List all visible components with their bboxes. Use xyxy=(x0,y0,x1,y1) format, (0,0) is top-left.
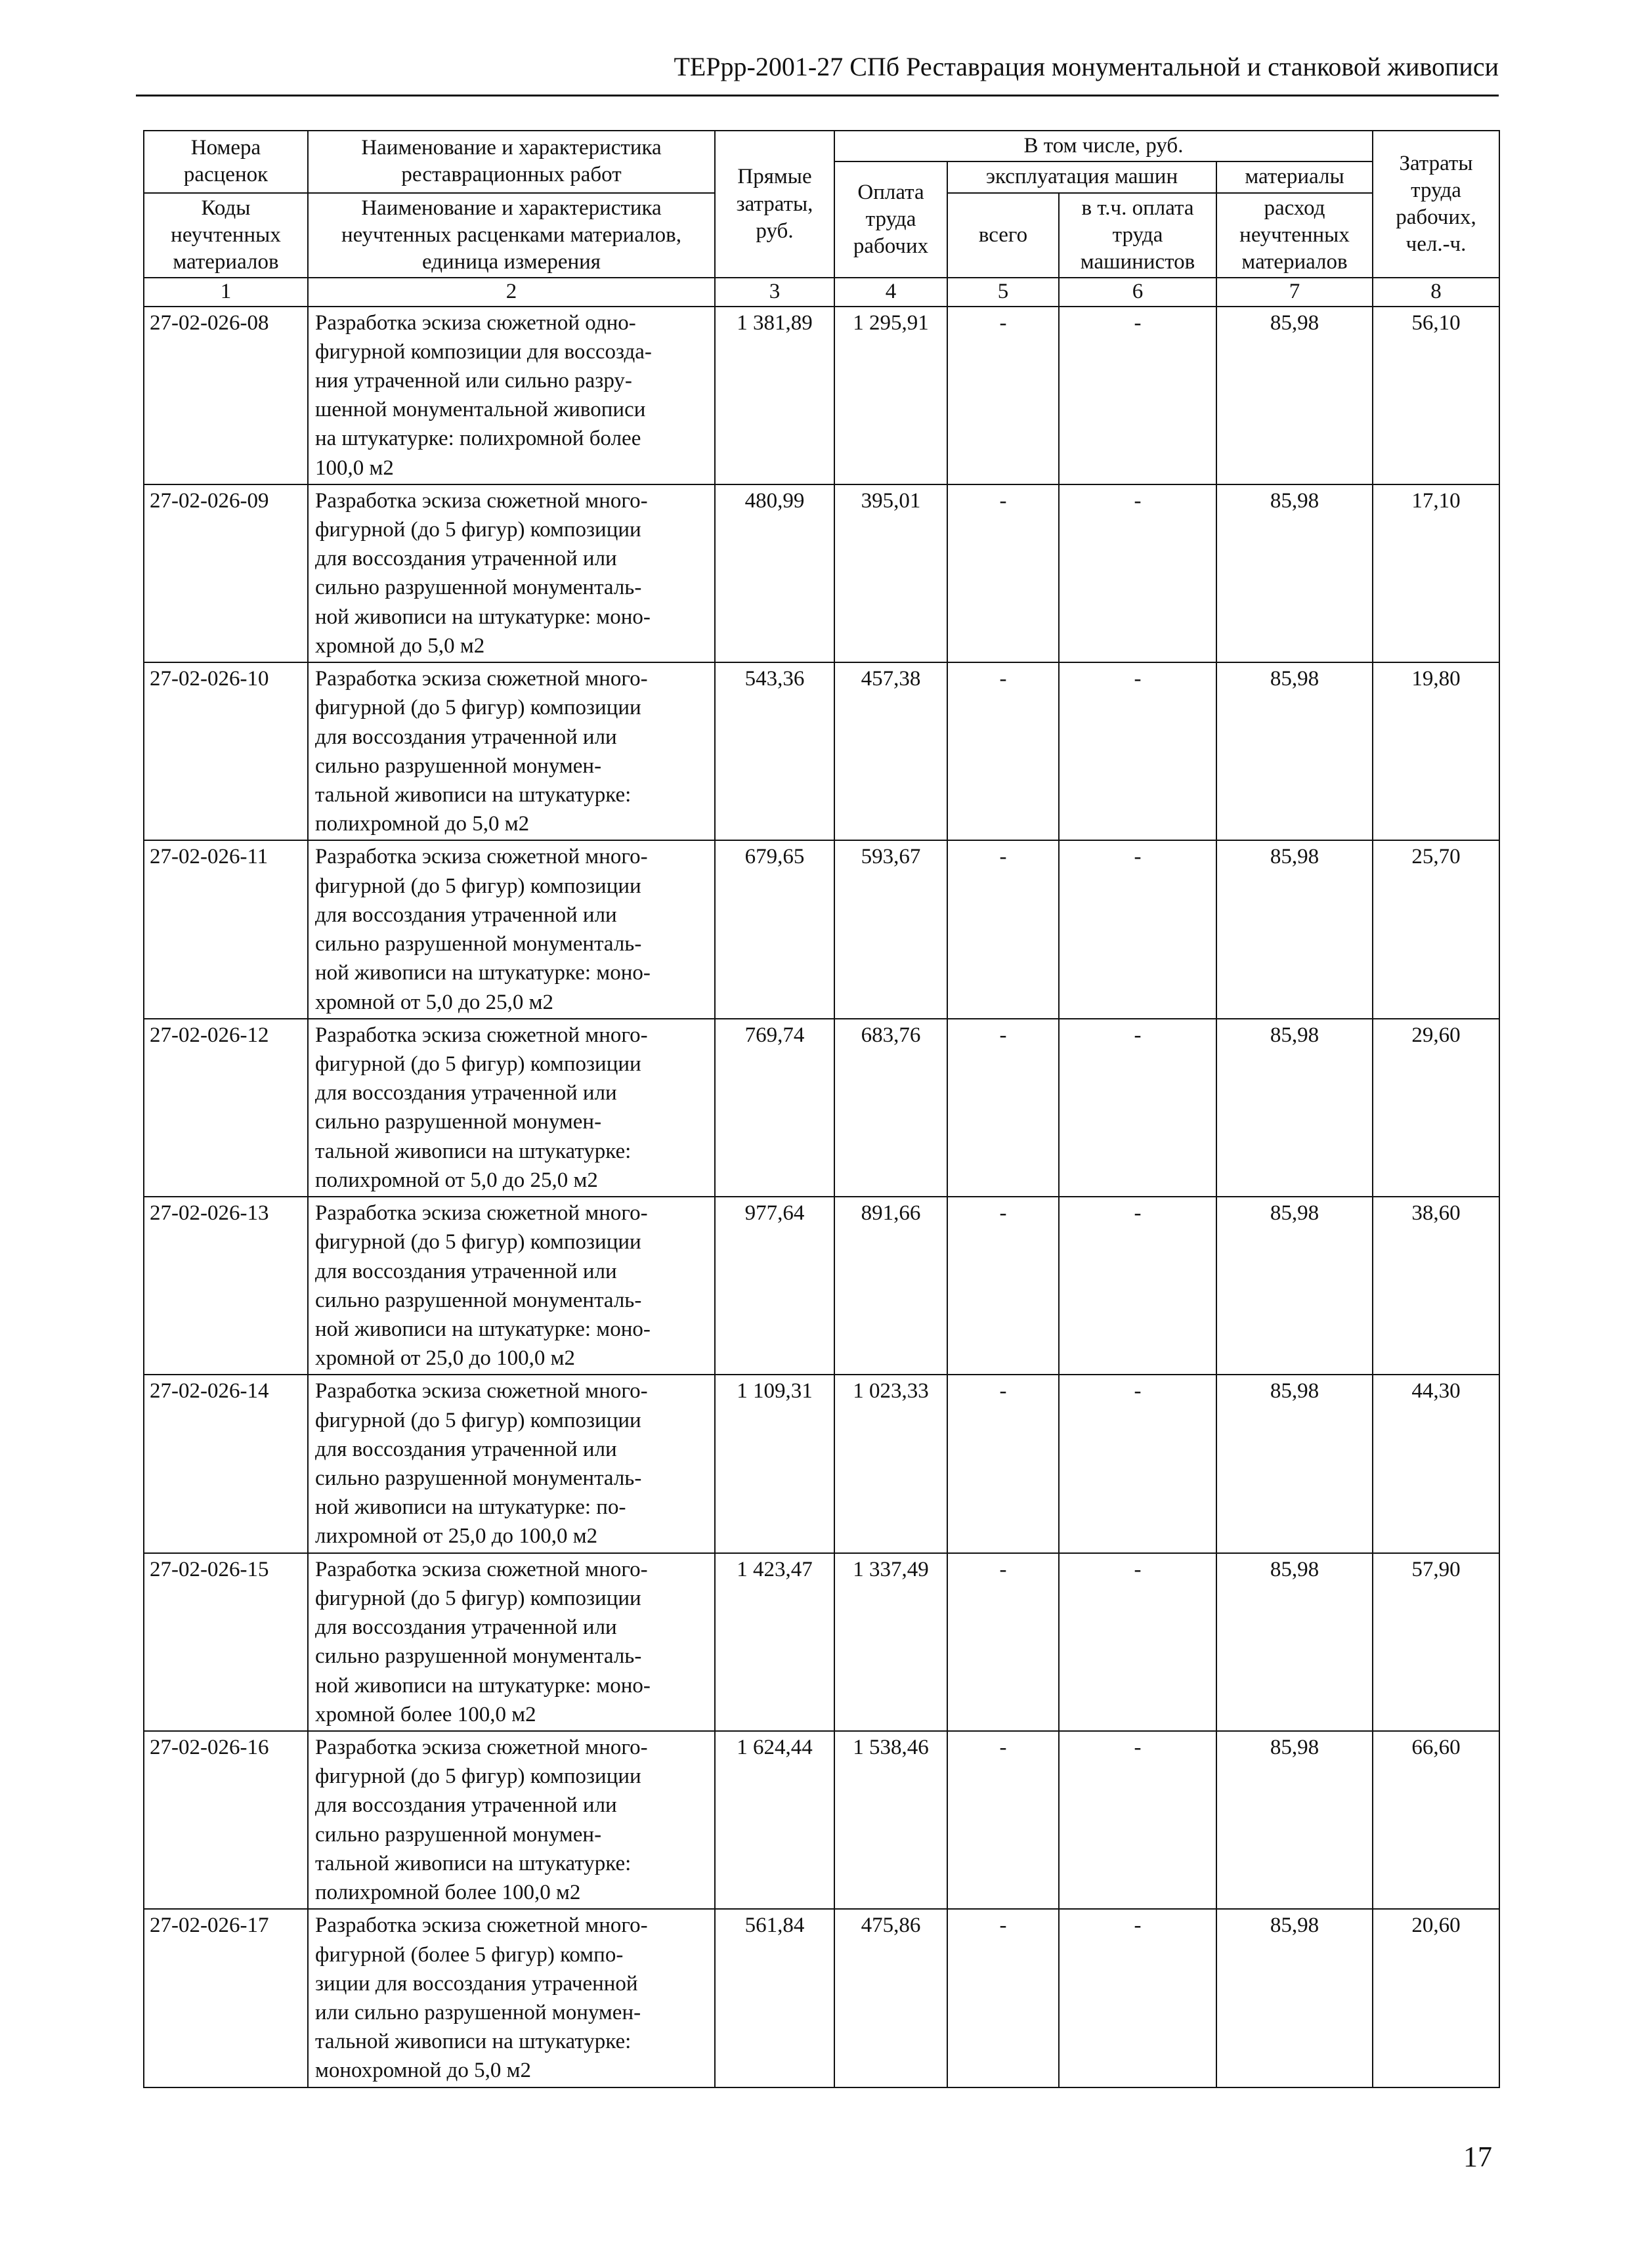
work-description xyxy=(308,840,715,1018)
description-line: сильно разрушенной монументаль- xyxy=(315,576,642,600)
header-unaccounted-materials: расход неучтенных материалов xyxy=(1216,193,1373,278)
direct-costs-value: 1 381,89 xyxy=(715,307,834,484)
operator-wages-value: - xyxy=(1059,1553,1216,1731)
description-line: фигурной (до 5 фигур) композиции xyxy=(315,874,641,898)
description-line: Разработка эскиза сюжетной много- xyxy=(315,1914,648,1938)
worker-wages-value: 1 337,49 xyxy=(834,1553,947,1731)
description-line: полихромной до 5,0 м2 xyxy=(315,812,530,836)
materials-value: 85,98 xyxy=(1216,484,1373,662)
description-line: полихромной от 5,0 до 25,0 м2 xyxy=(315,1168,598,1192)
operator-wages-value: - xyxy=(1059,484,1216,662)
description-line: тальной живописи на штукатурке: xyxy=(315,783,632,807)
operator-wages-value: - xyxy=(1059,307,1216,484)
labor-costs-value: 29,60 xyxy=(1373,1019,1499,1197)
table-row xyxy=(144,662,1499,840)
page-number: 17 xyxy=(1463,2141,1492,2173)
labor-costs-value: 66,60 xyxy=(1373,1731,1499,1909)
work-description xyxy=(308,307,715,484)
machines-total-value: - xyxy=(947,1553,1059,1731)
table-row xyxy=(144,1909,1499,2087)
machines-total-value: - xyxy=(947,1731,1059,1909)
description-line: Разработка эскиза сюжетной много- xyxy=(315,1023,648,1047)
worker-wages-value: 1 538,46 xyxy=(834,1731,947,1909)
labor-costs-value: 57,90 xyxy=(1373,1553,1499,1731)
operator-wages-value: - xyxy=(1059,1197,1216,1375)
labor-costs-value: 38,60 xyxy=(1373,1197,1499,1375)
description-line: сильно разрушенной монумен- xyxy=(315,1822,602,1847)
table-row xyxy=(144,1197,1499,1375)
description-line: Разработка эскиза сюжетной много- xyxy=(315,1557,648,1581)
header-materials: материалы xyxy=(1216,161,1373,192)
description-line: фигурной (до 5 фигур) композиции xyxy=(315,1408,641,1432)
description-line: Разработка эскиза сюжетной много- xyxy=(315,488,648,513)
table-body xyxy=(144,307,1499,2087)
worker-wages-value: 475,86 xyxy=(834,1909,947,2087)
work-description xyxy=(308,1019,715,1197)
direct-costs-value: 1 624,44 xyxy=(715,1731,834,1909)
description-line: Разработка эскиза сюжетной много- xyxy=(315,667,648,691)
rate-code: 27-02-026-16 xyxy=(144,1731,308,1909)
description-line: фигурной (до 5 фигур) композиции xyxy=(315,1230,641,1254)
description-line: 100,0 м2 xyxy=(315,456,394,480)
description-line: ной живописи на штукатурке: моно- xyxy=(315,1673,651,1698)
description-line: для воссоздания утраченной или xyxy=(315,903,617,927)
materials-value: 85,98 xyxy=(1216,1731,1373,1909)
description-line: сильно разрушенной монумен- xyxy=(315,1110,602,1134)
labor-costs-value: 17,10 xyxy=(1373,484,1499,662)
materials-value: 85,98 xyxy=(1216,1909,1373,2087)
column-number: 6 xyxy=(1059,278,1216,306)
description-line: ной живописи на штукатурке: моно- xyxy=(315,605,651,629)
description-line: фигурной композиции для воссозда- xyxy=(315,339,652,364)
machines-total-value: - xyxy=(947,1909,1059,2087)
header-work-name: Наименование и характеристика реставрационных работ xyxy=(308,131,715,193)
machines-total-value: - xyxy=(947,1019,1059,1197)
operator-wages-value: - xyxy=(1059,1731,1216,1909)
worker-wages-value: 395,01 xyxy=(834,484,947,662)
direct-costs-value: 561,84 xyxy=(715,1909,834,2087)
description-line: фигурной (более 5 фигур) компо- xyxy=(315,1942,624,1967)
direct-costs-value: 977,64 xyxy=(715,1197,834,1375)
rate-code: 27-02-026-17 xyxy=(144,1909,308,2087)
header-divider xyxy=(136,95,1499,96)
materials-value: 85,98 xyxy=(1216,1375,1373,1552)
rate-code: 27-02-026-09 xyxy=(144,484,308,662)
header-machines-total: всего xyxy=(947,193,1059,278)
description-line: зиции для воссоздания утраченной xyxy=(315,1971,638,1996)
header-material-name: Наименование и характеристика неучтенных расценками материалов, единица измерения xyxy=(308,193,715,278)
page-header-title: ТЕРрр-2001-27 СПб Реставрация монументальной и станковой живописи xyxy=(674,52,1499,81)
description-line: сильно разрушенной монумен- xyxy=(315,754,602,778)
operator-wages-value: - xyxy=(1059,1909,1216,2087)
work-description xyxy=(308,1909,715,2087)
header-including: В том числе, руб. xyxy=(834,131,1373,161)
header-machine-operation: эксплуатация машин xyxy=(947,161,1216,192)
column-number: 5 xyxy=(947,278,1059,306)
description-line: фигурной (до 5 фигур) композиции xyxy=(315,518,641,542)
direct-costs-value: 480,99 xyxy=(715,484,834,662)
rate-code: 27-02-026-10 xyxy=(144,662,308,840)
operator-wages-value: - xyxy=(1059,662,1216,840)
materials-value: 85,98 xyxy=(1216,662,1373,840)
direct-costs-value: 679,65 xyxy=(715,840,834,1018)
description-line: хромной от 5,0 до 25,0 м2 xyxy=(315,990,553,1014)
worker-wages-value: 457,38 xyxy=(834,662,947,840)
column-number: 4 xyxy=(834,278,947,306)
description-line: полихромной более 100,0 м2 xyxy=(315,1881,581,1905)
description-line: для воссоздания утраченной или xyxy=(315,1437,617,1461)
labor-costs-value: 20,60 xyxy=(1373,1909,1499,2087)
machines-total-value: - xyxy=(947,484,1059,662)
description-line: лихромной от 25,0 до 100,0 м2 xyxy=(315,1524,598,1549)
description-line: хромной более 100,0 м2 xyxy=(315,1702,536,1726)
table-row xyxy=(144,1731,1499,1909)
materials-value: 85,98 xyxy=(1216,1197,1373,1375)
materials-value: 85,98 xyxy=(1216,1553,1373,1731)
materials-value: 85,98 xyxy=(1216,307,1373,484)
header-labor-costs: Затраты труда рабочих, чел.-ч. xyxy=(1373,131,1499,278)
description-line: хромной от 25,0 до 100,0 м2 xyxy=(315,1346,575,1371)
description-line: Разработка эскиза сюжетной одно- xyxy=(315,310,636,335)
work-description xyxy=(308,1375,715,1552)
operator-wages-value: - xyxy=(1059,1375,1216,1552)
rate-code: 27-02-026-08 xyxy=(144,307,308,484)
description-line: хромной до 5,0 м2 xyxy=(315,633,485,658)
labor-costs-value: 44,30 xyxy=(1373,1375,1499,1552)
rate-code: 27-02-026-12 xyxy=(144,1019,308,1197)
header-direct-costs: Прямые затраты, руб. xyxy=(715,131,834,278)
description-line: Разработка эскиза сюжетной много- xyxy=(315,1736,648,1759)
table-row xyxy=(144,840,1499,1018)
table-row xyxy=(144,1553,1499,1731)
description-line: фигурной (до 5 фигур) композиции xyxy=(315,1765,641,1789)
table-head xyxy=(144,131,1499,307)
description-line: ной живописи на штукатурке: моно- xyxy=(315,1317,651,1341)
description-line: сильно разрушенной монументаль- xyxy=(315,1644,642,1669)
worker-wages-value: 593,67 xyxy=(834,840,947,1018)
labor-costs-value: 25,70 xyxy=(1373,840,1499,1018)
description-line: шенной монументальной живописи xyxy=(315,398,646,422)
worker-wages-value: 891,66 xyxy=(834,1197,947,1375)
description-line: или сильно разрушенной монумен- xyxy=(315,2000,641,2024)
rates-table xyxy=(143,130,1500,2088)
table-row xyxy=(144,307,1499,484)
labor-costs-value: 19,80 xyxy=(1373,662,1499,840)
operator-wages-value: - xyxy=(1059,1019,1216,1197)
description-line: для воссоздания утраченной или xyxy=(315,547,617,571)
description-line: для воссоздания утраченной или xyxy=(315,1259,617,1283)
machines-total-value: - xyxy=(947,307,1059,484)
column-number: 1 xyxy=(144,278,308,306)
description-line: фигурной (до 5 фигур) композиции xyxy=(315,696,641,720)
machines-total-value: - xyxy=(947,840,1059,1018)
description-line: Разработка эскиза сюжетной много- xyxy=(315,845,648,869)
description-line: сильно разрушенной монументаль- xyxy=(315,932,642,956)
header-worker-wages: Оплата труда рабочих xyxy=(834,161,947,278)
header-rate-codes: Номера расценок xyxy=(144,131,308,193)
description-line: Разработка эскиза сюжетной много- xyxy=(315,1379,648,1403)
description-line: сильно разрушенной монументаль- xyxy=(315,1466,642,1491)
column-number: 2 xyxy=(308,278,715,306)
table-row xyxy=(144,1019,1499,1197)
header-operator-wages: в т.ч. оплата труда машинистов xyxy=(1059,193,1216,278)
labor-costs-value: 56,10 xyxy=(1373,307,1499,484)
description-line: тальной живописи на штукатурке: xyxy=(315,1851,632,1875)
rate-code: 27-02-026-15 xyxy=(144,1553,308,1731)
work-description xyxy=(308,484,715,662)
rate-code: 27-02-026-11 xyxy=(144,840,308,1018)
description-line: для воссоздания утраченной или xyxy=(315,1081,617,1105)
description-line: для воссоздания утраченной или xyxy=(315,725,617,749)
description-line: ния утраченной или сильно разру- xyxy=(315,368,632,393)
table-row xyxy=(144,1375,1499,1552)
direct-costs-value: 1 109,31 xyxy=(715,1375,834,1552)
direct-costs-value: 1 423,47 xyxy=(715,1553,834,1731)
header-material-codes: Коды неучтенных материалов xyxy=(144,193,308,278)
machines-total-value: - xyxy=(947,662,1059,840)
description-line: тальной живописи на штукатурке: xyxy=(315,1139,632,1163)
materials-value: 85,98 xyxy=(1216,840,1373,1018)
direct-costs-value: 769,74 xyxy=(715,1019,834,1197)
work-description xyxy=(308,1731,715,1909)
rate-code: 27-02-026-14 xyxy=(144,1375,308,1552)
column-number: 3 xyxy=(715,278,834,306)
description-line: фигурной (до 5 фигур) композиции xyxy=(315,1052,641,1076)
description-line: для воссоздания утраченной или xyxy=(315,1793,617,1818)
description-line: тальной живописи на штукатурке: xyxy=(315,2030,632,2054)
direct-costs-value: 543,36 xyxy=(715,662,834,840)
column-number-row xyxy=(144,278,1499,306)
work-description xyxy=(308,1553,715,1731)
column-number: 8 xyxy=(1373,278,1499,306)
description-line: монохромной до 5,0 м2 xyxy=(315,2059,531,2083)
column-number: 7 xyxy=(1216,278,1373,306)
worker-wages-value: 1 295,91 xyxy=(834,307,947,484)
description-line: ной живописи на штукатурке: моно- xyxy=(315,961,651,985)
materials-value: 85,98 xyxy=(1216,1019,1373,1197)
description-line: фигурной (до 5 фигур) композиции xyxy=(315,1586,641,1610)
rate-code: 27-02-026-13 xyxy=(144,1197,308,1375)
description-line: на штукатурке: полихромной более xyxy=(315,427,641,451)
machines-total-value: - xyxy=(947,1375,1059,1552)
description-line: Разработка эскиза сюжетной много- xyxy=(315,1201,648,1226)
description-line: сильно разрушенной монументаль- xyxy=(315,1288,642,1312)
worker-wages-value: 683,76 xyxy=(834,1019,947,1197)
work-description xyxy=(308,1197,715,1375)
description-line: для воссоздания утраченной или xyxy=(315,1615,617,1640)
work-description xyxy=(308,662,715,840)
machines-total-value: - xyxy=(947,1197,1059,1375)
operator-wages-value: - xyxy=(1059,840,1216,1018)
worker-wages-value: 1 023,33 xyxy=(834,1375,947,1552)
description-line: ной живописи на штукатурке: по- xyxy=(315,1495,626,1520)
table-row xyxy=(144,484,1499,662)
